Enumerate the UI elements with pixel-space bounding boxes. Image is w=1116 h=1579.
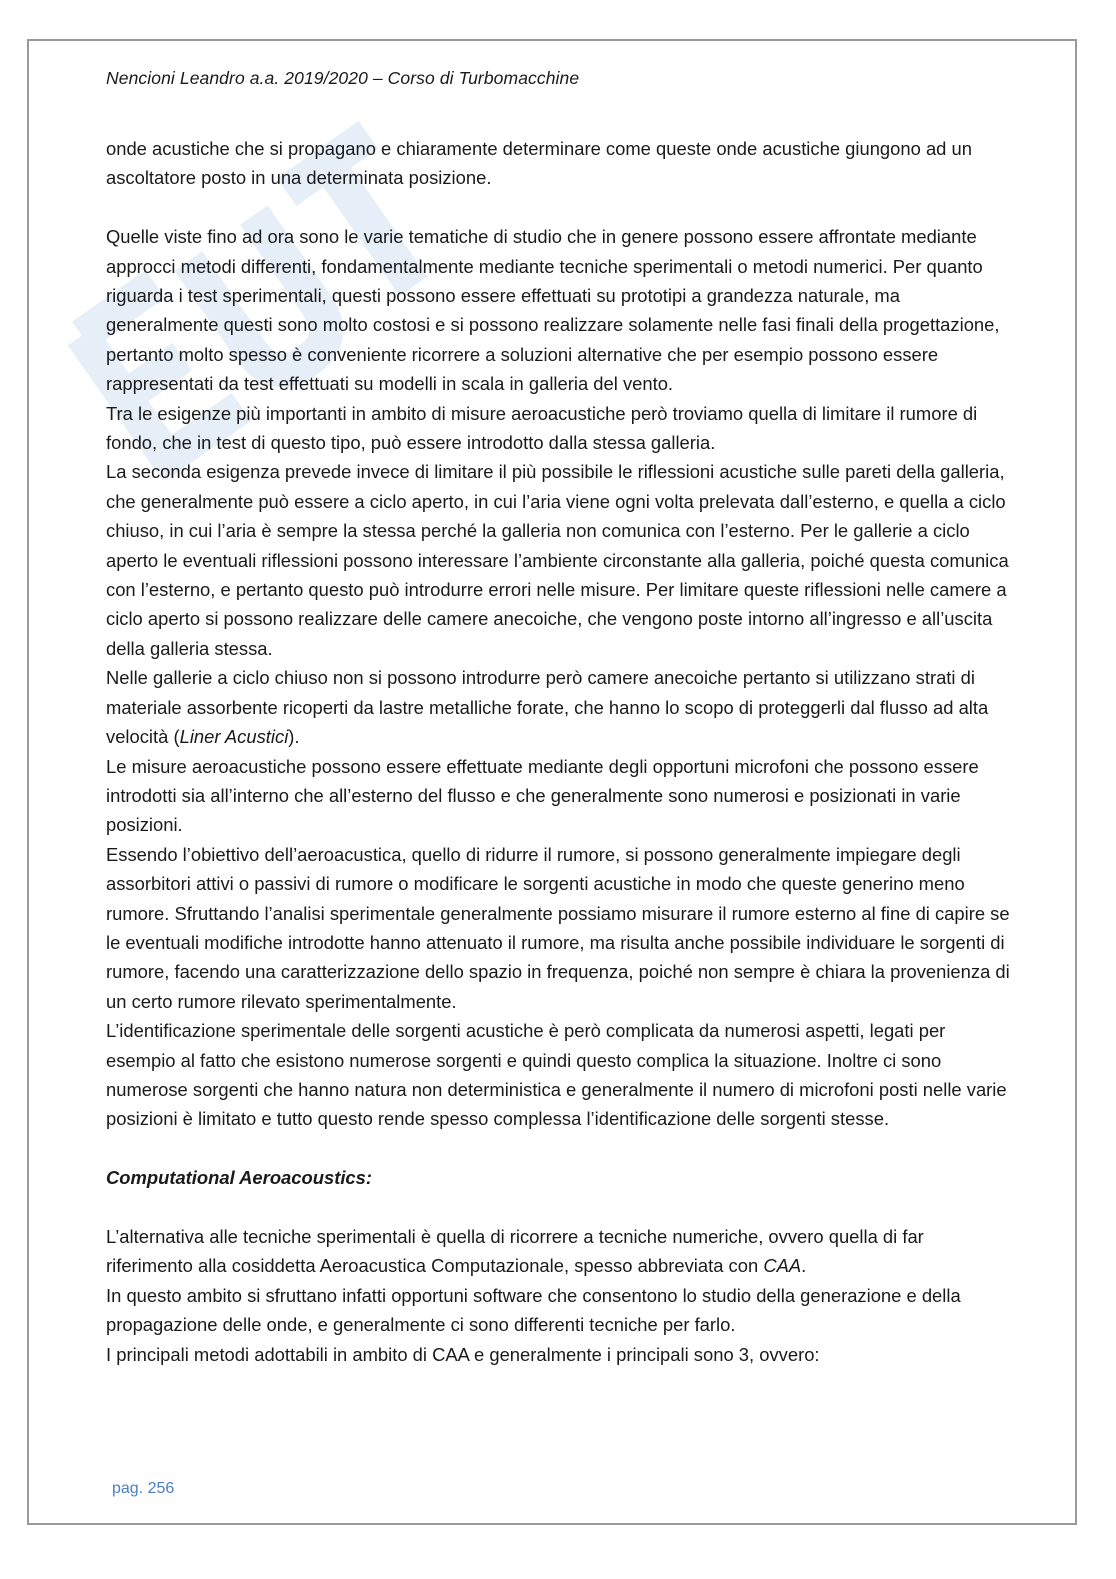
paragraph: onde acustiche che si propagano e chiaramente determinare come queste onde acustiche giungono ad un ascoltatore posto in una determinata posizione.: [106, 138, 972, 189]
page-number: pag. 256: [112, 1480, 175, 1497]
paragraph: I principali metodi adottabili in ambito di CAA e generalmente i principali sono 3, ovvero:: [106, 1343, 820, 1365]
paragraph-text: L’alternativa alle tecniche sperimentali è quella di ricorrere a tecniche numeriche, ovvero quella di far riferimento alla cosiddetta Aeroacustica Computazionale, spesso abbreviata con: [106, 1225, 924, 1277]
emphasis-term: CAA: [763, 1255, 802, 1277]
paragraph-text: Nelle gallerie a ciclo chiuso non si possono introdurre però camere anecoiche pertanto si utilizzano strati di materiale assorbente ricoperti da lastre metalliche forate, che hanno lo scopo di proteggerli dal flusso ad alta velocità (: [106, 667, 989, 748]
document-header: Nencioni Leandro a.a. 2019/2020 – Corso di Turbomacchine: [106, 68, 580, 88]
document-body: [106, 134, 1011, 1369]
paragraph: Tra le esigenze più importanti in ambito di misure aeroacustiche però troviamo quella di limitare il rumore di fondo, che in test di questo tipo, può essere introdotto dalla stessa galleria.: [106, 402, 978, 454]
section-heading: Computational Aeroacoustics:: [106, 1167, 373, 1189]
paragraph: La seconda esigenza prevede invece di limitare il più possibile le riflessioni acustiche sulle pareti della galleria, che generalmente può essere a ciclo aperto, in cui l’aria viene ogni volta prelevata dall’esterno, e quella a ciclo chiuso, in cui l’aria è sempre la stessa perché la galleria non comunica con l’esterno. Per le gallerie a ciclo aperto le eventuali riflessioni possono interessare l’ambiente circonstante alla galleria, poiché questa comunica con l’esterno, e pertanto questo può introdurre errori nelle misure. Per limitare queste riflessioni nelle camere a ciclo aperto si possono realizzare delle camere anecoiche, che vengono poste intorno all’ingresso e all’uscita della galleria stessa.: [106, 461, 1009, 659]
paragraph: In questo ambito si sfruttano infatti opportuni software che consentono lo studio della generazione e della propagazione delle onde, e generalmente ci sono differenti tecniche per farlo.: [106, 1284, 961, 1336]
paragraph: [106, 1222, 1011, 1281]
paragraph: Quelle viste fino ad ora sono le varie tematiche di studio che in genere possono essere affrontate mediante approcci metodi differenti, fondamentalmente mediante tecniche sperimentali o metodi numerici. Per quanto riguarda i test sperimentali, questi possono essere effettuati su prototipi a grandezza naturale, ma generalmente questi sono molto costosi e si possono realizzare solamente nelle fasi finali della progettazione, pertanto molto spesso è conveniente ricorrere a soluzioni alternative che per esempio possono essere rappresentati da test effettuati su modelli in scala in galleria del vento.: [106, 226, 1000, 395]
paragraph: L’identificazione sperimentale delle sorgenti acustiche è però complicata da numerosi aspetti, legati per esempio al fatto che esistono numerose sorgenti e quindi questo complica la situazione. Inoltre ci sono numerose sorgenti che hanno natura non deterministica e generalmente il numero di microfoni posti nelle varie posizioni è limitato e tutto questo rende spesso complessa l’identificazione delle sorgenti stesse.: [106, 1020, 1007, 1130]
emphasis-term: Liner Acustici: [179, 726, 289, 748]
paragraph: [106, 663, 1011, 751]
paragraph: Le misure aeroacustiche possono essere effettuate mediante degli opportuni microfoni che possono essere introdotti sia all’interno che all’esterno del flusso e che generalmente sono numerosi e posizionati in varie posizioni.: [106, 755, 979, 836]
paragraph: Essendo l’obiettivo dell’aeroacustica, quello di ridurre il rumore, si possono generalmente impiegare degli assorbitori attivi o passivi di rumore o modificare le sorgenti acustiche in modo che queste generino meno rumore. Sfruttando l’analisi sperimentale generalmente possiamo misurare il rumore esterno al fine di capire se le eventuali modifiche introdotte hanno attenuato il rumore, ma risulta anche possibile individuare le sorgenti di rumore, facendo una caratterizzazione dello spazio in frequenza, poiché non sempre è chiara la provenienza di un certo rumore rilevato sperimentalmente.: [106, 843, 1010, 1012]
paragraph-text: ).: [288, 726, 300, 748]
paragraph-text: .: [801, 1255, 807, 1277]
